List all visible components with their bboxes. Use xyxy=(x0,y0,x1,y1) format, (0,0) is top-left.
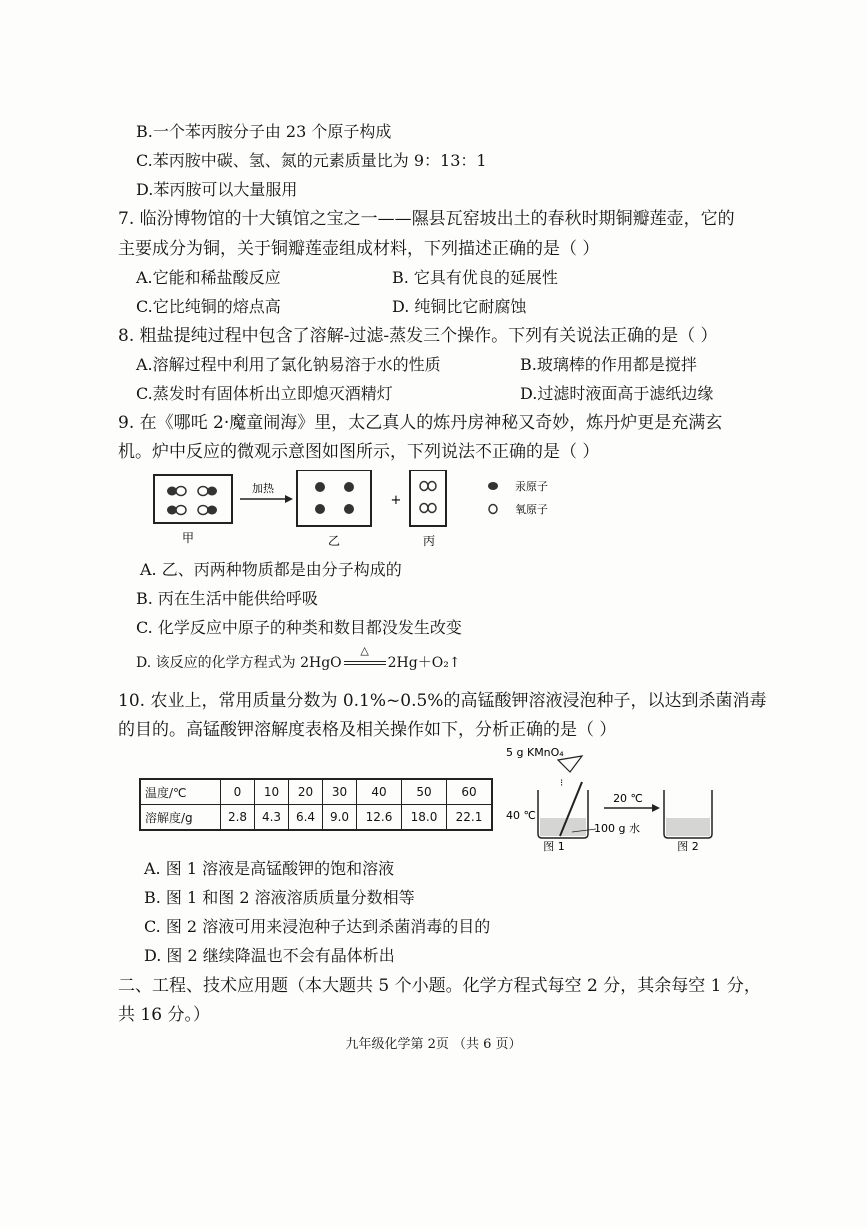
page-footer: 九年级化学第 2页 （共 6 页） xyxy=(345,1037,522,1052)
table-cell: 12.6 xyxy=(357,805,402,831)
temp1-label: 40 ℃ xyxy=(506,809,536,822)
falling-crystals: ⁝ xyxy=(560,778,564,789)
mercury-atom xyxy=(315,504,325,514)
q10-option-b: B. 图 1 和图 2 溶液溶质质量分数相等 xyxy=(144,888,415,907)
beaker-2-solution xyxy=(666,818,710,836)
mercury-atom xyxy=(315,482,325,492)
solubility-header: 溶解度/g xyxy=(140,805,221,831)
section2-heading-line2: 共 16 分。） xyxy=(118,1005,210,1025)
label-yi: 乙 xyxy=(327,534,341,548)
table-cell: 4.3 xyxy=(255,805,289,831)
reaction-diagram xyxy=(150,470,590,550)
legend-oxygen-symbol xyxy=(489,505,497,514)
q9-option-b: B. 丙在生活中能供给呼吸 xyxy=(136,589,318,608)
q9-option-d-prefix: D. 该反应的化学方程式为 2HgO xyxy=(136,655,342,671)
q7-option-a: A.它能和稀盐酸反应 xyxy=(136,268,281,287)
heat-symbol: △ xyxy=(360,644,369,657)
q7-stem-line1: 7. 临汾博物馆的十大镇馆之宝之一——隰县瓦窑坡出土的春秋时期铜瓣莲壶，它的 xyxy=(118,209,735,229)
arrow-label: 加热 xyxy=(252,482,274,495)
q8-stem: 8. 粗盐提纯过程中包含了溶解-过滤-蒸发三个操作。下列有关说法正确的是（ ） xyxy=(118,326,718,346)
legend-mercury-label: 汞原子 xyxy=(515,480,548,493)
q9-option-a: A. 乙、丙两种物质都是由分子构成的 xyxy=(140,560,402,579)
q10-option-c: C. 图 2 溶液可用来浸泡种子达到杀菌消毒的目的 xyxy=(144,917,491,936)
table-cell: 9.0 xyxy=(323,805,357,831)
q10-option-d: D. 图 2 继续降温也不会有晶体析出 xyxy=(144,946,395,965)
q9-option-d-suffix: 2Hg＋O₂↑ xyxy=(387,655,461,671)
box-bing xyxy=(410,470,446,526)
oxygen-molecule xyxy=(420,482,436,491)
kmno4-figure xyxy=(500,742,730,854)
solubility-table xyxy=(139,778,493,831)
table-row xyxy=(140,805,492,831)
q7-stem-line2: 主要成分为铜，关于铜瓣莲壶组成材料，下列描述正确的是（ ） xyxy=(118,239,600,259)
hgo-molecule xyxy=(167,487,186,496)
q8-option-a: A.溶解过程中利用了氯化钠易溶于水的性质 xyxy=(136,355,441,374)
box-yi xyxy=(297,470,371,526)
table-cell: 30 xyxy=(323,779,357,805)
table-cell: 6.4 xyxy=(289,805,323,831)
q10-stem-line2: 的目的。高锰酸钾溶解度表格及相关操作如下，分析正确的是（ ） xyxy=(118,720,617,740)
q9-stem-line1: 9. 在《哪吒 2·魔童闹海》里，太乙真人的炼丹房神秘又奇妙，炼丹炉更是充满玄 xyxy=(118,413,723,433)
q6-option-d: D.苯丙胺可以大量服用 xyxy=(136,180,298,199)
q9-option-c: C. 化学反应中原子的种类和数目都没发生改变 xyxy=(136,618,462,637)
table-cell: 22.1 xyxy=(447,805,493,831)
table-cell: 0 xyxy=(221,779,255,805)
hgo-molecule xyxy=(198,487,217,496)
q8-option-b: B.玻璃棒的作用都是搅拌 xyxy=(520,355,697,374)
q7-option-c: C.它比纯铜的熔点高 xyxy=(136,297,281,316)
legend-mercury-symbol xyxy=(488,482,498,490)
plus-sign: + xyxy=(390,493,402,508)
process-arrowhead xyxy=(652,804,660,812)
label-jia: 甲 xyxy=(181,531,195,545)
q8-option-d: D.过滤时液面高于滤纸边缘 xyxy=(520,384,714,403)
section2-heading-line1: 二、工程、技术应用题（本大题共 5 个小题。化学方程式每空 2 分，其余每空 1 分， xyxy=(118,976,761,996)
q9-stem-line2: 机。炉中反应的微观示意图如图所示，下列说法不正确的是（ ） xyxy=(118,442,600,462)
q6-option-b: B.一个苯丙胺分子由 23 个原子构成 xyxy=(136,122,392,141)
table-cell: 2.8 xyxy=(221,805,255,831)
hgo-molecule xyxy=(198,506,217,515)
hgo-molecule xyxy=(167,506,186,515)
box-jia xyxy=(154,475,232,523)
table-cell: 20 xyxy=(289,779,323,805)
q10-option-a: A. 图 1 溶液是高锰酸钾的饱和溶液 xyxy=(144,859,395,878)
q6-option-c: C.苯丙胺中碳、氢、氮的元素质量比为 9：13：1 xyxy=(136,151,487,170)
mercury-atom xyxy=(344,482,354,492)
table-cell: 18.0 xyxy=(402,805,447,831)
q8-option-c: C.蒸发时有固体析出立即熄灭酒精灯 xyxy=(136,384,393,403)
reaction-arrowhead xyxy=(285,495,293,503)
label-bing: 丙 xyxy=(422,534,436,548)
q9-option-d xyxy=(136,644,461,674)
legend-oxygen-label: 氧原子 xyxy=(515,503,548,516)
table-row xyxy=(140,779,492,805)
table-cell: 40 xyxy=(357,779,402,805)
table-cell: 10 xyxy=(255,779,289,805)
temperature-header: 温度/℃ xyxy=(140,779,221,805)
water-label: 100 g 水 xyxy=(594,822,640,835)
mercury-atom xyxy=(344,504,354,514)
figure2-label: 图 2 xyxy=(677,840,699,853)
reagent-label: 5 g KMnO₄ xyxy=(506,746,564,759)
reaction-condition-arrow xyxy=(342,644,388,674)
table-cell: 50 xyxy=(402,779,447,805)
figure1-label: 图 1 xyxy=(543,840,565,853)
q7-option-b: B. 它具有优良的延展性 xyxy=(392,268,558,287)
oxygen-molecule xyxy=(420,504,436,513)
table-cell: 60 xyxy=(447,779,493,805)
q10-stem-line1: 10. 农业上，常用质量分数为 0.1%~0.5%的高锰酸钾溶液浸泡种子，以达到杀菌消毒 xyxy=(118,691,767,711)
q7-option-d: D. 纯铜比它耐腐蚀 xyxy=(392,297,527,316)
temp2-label: 20 ℃ xyxy=(613,792,643,805)
